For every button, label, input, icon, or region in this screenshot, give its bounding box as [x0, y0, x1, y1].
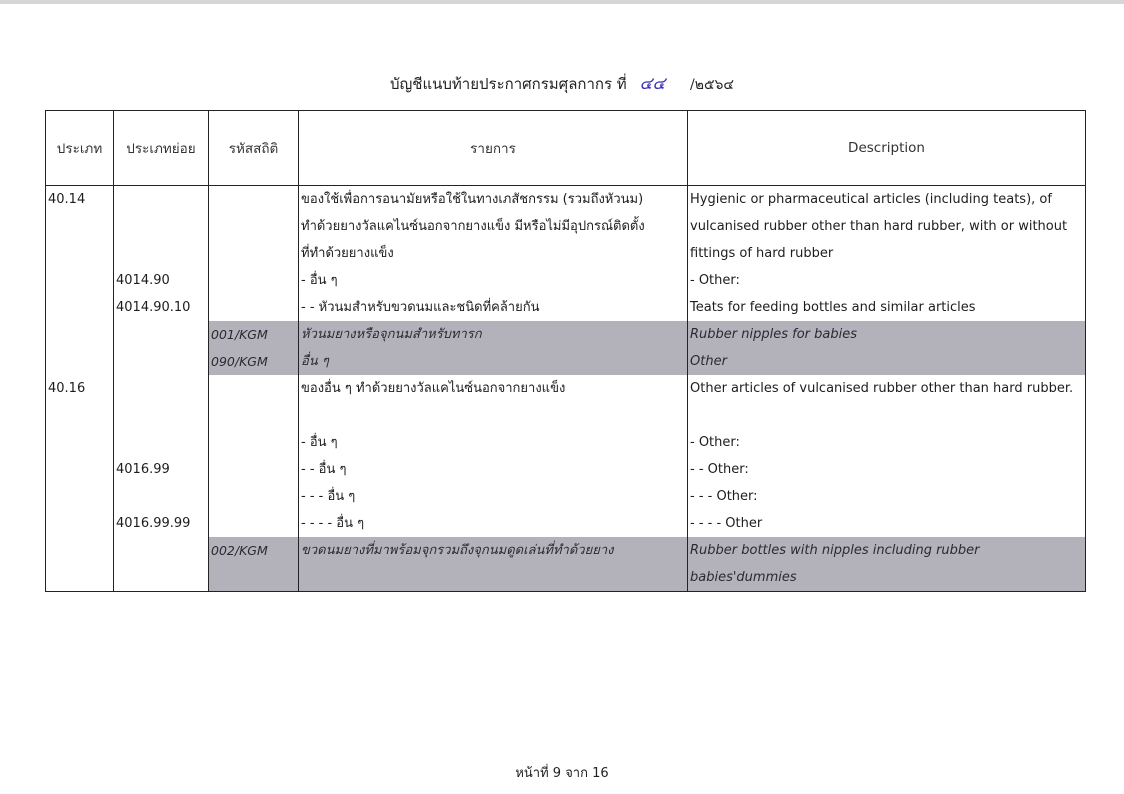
stat-code-cell: 090/KGM [209, 348, 299, 375]
table-header-row [46, 111, 1086, 186]
thai-item-cell: อื่น ๆ [299, 348, 688, 375]
description-cell [688, 186, 1086, 268]
table-row [46, 456, 1086, 483]
table-row-spacer [46, 402, 1086, 429]
subheading-cell: 4014.90.10 [114, 294, 209, 321]
desc-line: vulcanised rubber other than hard rubber, with or without [690, 219, 1068, 234]
col-header-heading: ประเภท [46, 111, 114, 186]
col-header-description: Description [688, 111, 1086, 186]
subheading-cell [114, 483, 209, 510]
table-row [46, 294, 1086, 321]
desc-line: babies'dummies [690, 570, 797, 585]
page-title [0, 70, 1124, 97]
table-row [46, 375, 1086, 402]
thai-item-cell: - - - - อื่น ๆ [299, 510, 688, 537]
table-row [46, 348, 1086, 375]
col-header-items-thai: รายการ [299, 111, 688, 186]
table-row [46, 483, 1086, 510]
title-text: บัญชีแนบท้ายประกาศกรมศุลกากร ที่ [389, 75, 627, 93]
heading-cell [46, 429, 114, 456]
thai-line: ทำด้วยยางวัลแคไนซ์นอกจากยางแข็ง มีหรือไม่มีอุปกรณ์ติดตั้ง [301, 219, 645, 234]
heading-cell: 40.14 [46, 186, 114, 268]
thai-item-cell: - - อื่น ๆ [299, 456, 688, 483]
stat-code-cell [209, 483, 299, 510]
desc-line: fittings of hard rubber [690, 246, 834, 261]
thai-item-cell: - อื่น ๆ [299, 429, 688, 456]
heading-cell [46, 294, 114, 321]
heading-cell [46, 321, 114, 348]
thai-item-cell [299, 186, 688, 268]
description-cell: - Other: [688, 429, 1086, 456]
description-cell: Teats for feeding bottles and similar articles [688, 294, 1086, 321]
subheading-cell [114, 186, 209, 268]
subheading-cell [114, 537, 209, 592]
tariff-table [45, 110, 1086, 592]
description-cell [688, 537, 1086, 592]
thai-item-cell: ของอื่น ๆ ทำด้วยยางวัลแคไนซ์นอกจากยางแข็ง [299, 375, 688, 402]
stat-code-cell [209, 429, 299, 456]
subheading-cell: 4016.99 [114, 456, 209, 483]
heading-cell [46, 267, 114, 294]
heading-cell [46, 510, 114, 537]
stat-code-cell [209, 510, 299, 537]
heading-cell [46, 537, 114, 592]
thai-item-cell: - อื่น ๆ [299, 267, 688, 294]
table-row [46, 510, 1086, 537]
table-row [46, 537, 1086, 592]
stat-code-cell: 001/KGM [209, 321, 299, 348]
stat-code-cell: 002/KGM [209, 537, 299, 592]
thai-line: ที่ทำด้วยยางแข็ง [301, 246, 394, 261]
description-cell: Rubber nipples for babies [688, 321, 1086, 348]
description-cell: Other articles of vulcanised rubber other than hard rubber. [688, 375, 1086, 402]
col-header-subheading: ประเภทย่อย [114, 111, 209, 186]
stat-code-cell [209, 294, 299, 321]
scan-edge [0, 0, 1124, 4]
table-row [46, 186, 1086, 268]
stat-code-cell [209, 267, 299, 294]
subheading-cell [114, 348, 209, 375]
subheading-cell: 4014.90 [114, 267, 209, 294]
desc-line: Hygienic or pharmaceutical articles (including teats), of [690, 192, 1052, 207]
table-row [46, 321, 1086, 348]
heading-cell: 40.16 [46, 375, 114, 402]
announcement-number: ๔๔ [639, 74, 666, 94]
stat-code-cell [209, 186, 299, 268]
thai-item-cell: หัวนมยางหรือจุกนมสำหรับทารก [299, 321, 688, 348]
description-cell: - - Other: [688, 456, 1086, 483]
heading-cell [46, 483, 114, 510]
description-cell: - - - - Other [688, 510, 1086, 537]
desc-line: Rubber bottles with nipples including rubber [690, 543, 980, 558]
subheading-cell [114, 429, 209, 456]
stat-code-cell [209, 375, 299, 402]
table-row [46, 429, 1086, 456]
stat-code-cell [209, 456, 299, 483]
heading-cell [46, 456, 114, 483]
col-header-stat-code: รหัสสถิติ [209, 111, 299, 186]
subheading-cell: 4016.99.99 [114, 510, 209, 537]
announcement-year: /๒๕๖๔ [690, 77, 735, 93]
thai-line: ของใช้เพื่อการอนามัยหรือใช้ในทางเภสัชกรรม (รวมถึงหัวนม) [301, 192, 644, 207]
heading-cell [46, 348, 114, 375]
thai-item-cell: - - - อื่น ๆ [299, 483, 688, 510]
table-row [46, 267, 1086, 294]
thai-item-cell: ขวดนมยางที่มาพร้อมจุกรวมถึงจุกนมดูดเล่นที่ทำด้วยยาง [299, 537, 688, 592]
subheading-cell [114, 375, 209, 402]
description-cell: - - - Other: [688, 483, 1086, 510]
subheading-cell [114, 321, 209, 348]
description-cell: Other [688, 348, 1086, 375]
description-cell: - Other: [688, 267, 1086, 294]
page-number: หน้าที่ 9 จาก 16 [515, 766, 609, 781]
thai-item-cell: - - หัวนมสำหรับขวดนมและชนิดที่คล้ายกัน [299, 294, 688, 321]
